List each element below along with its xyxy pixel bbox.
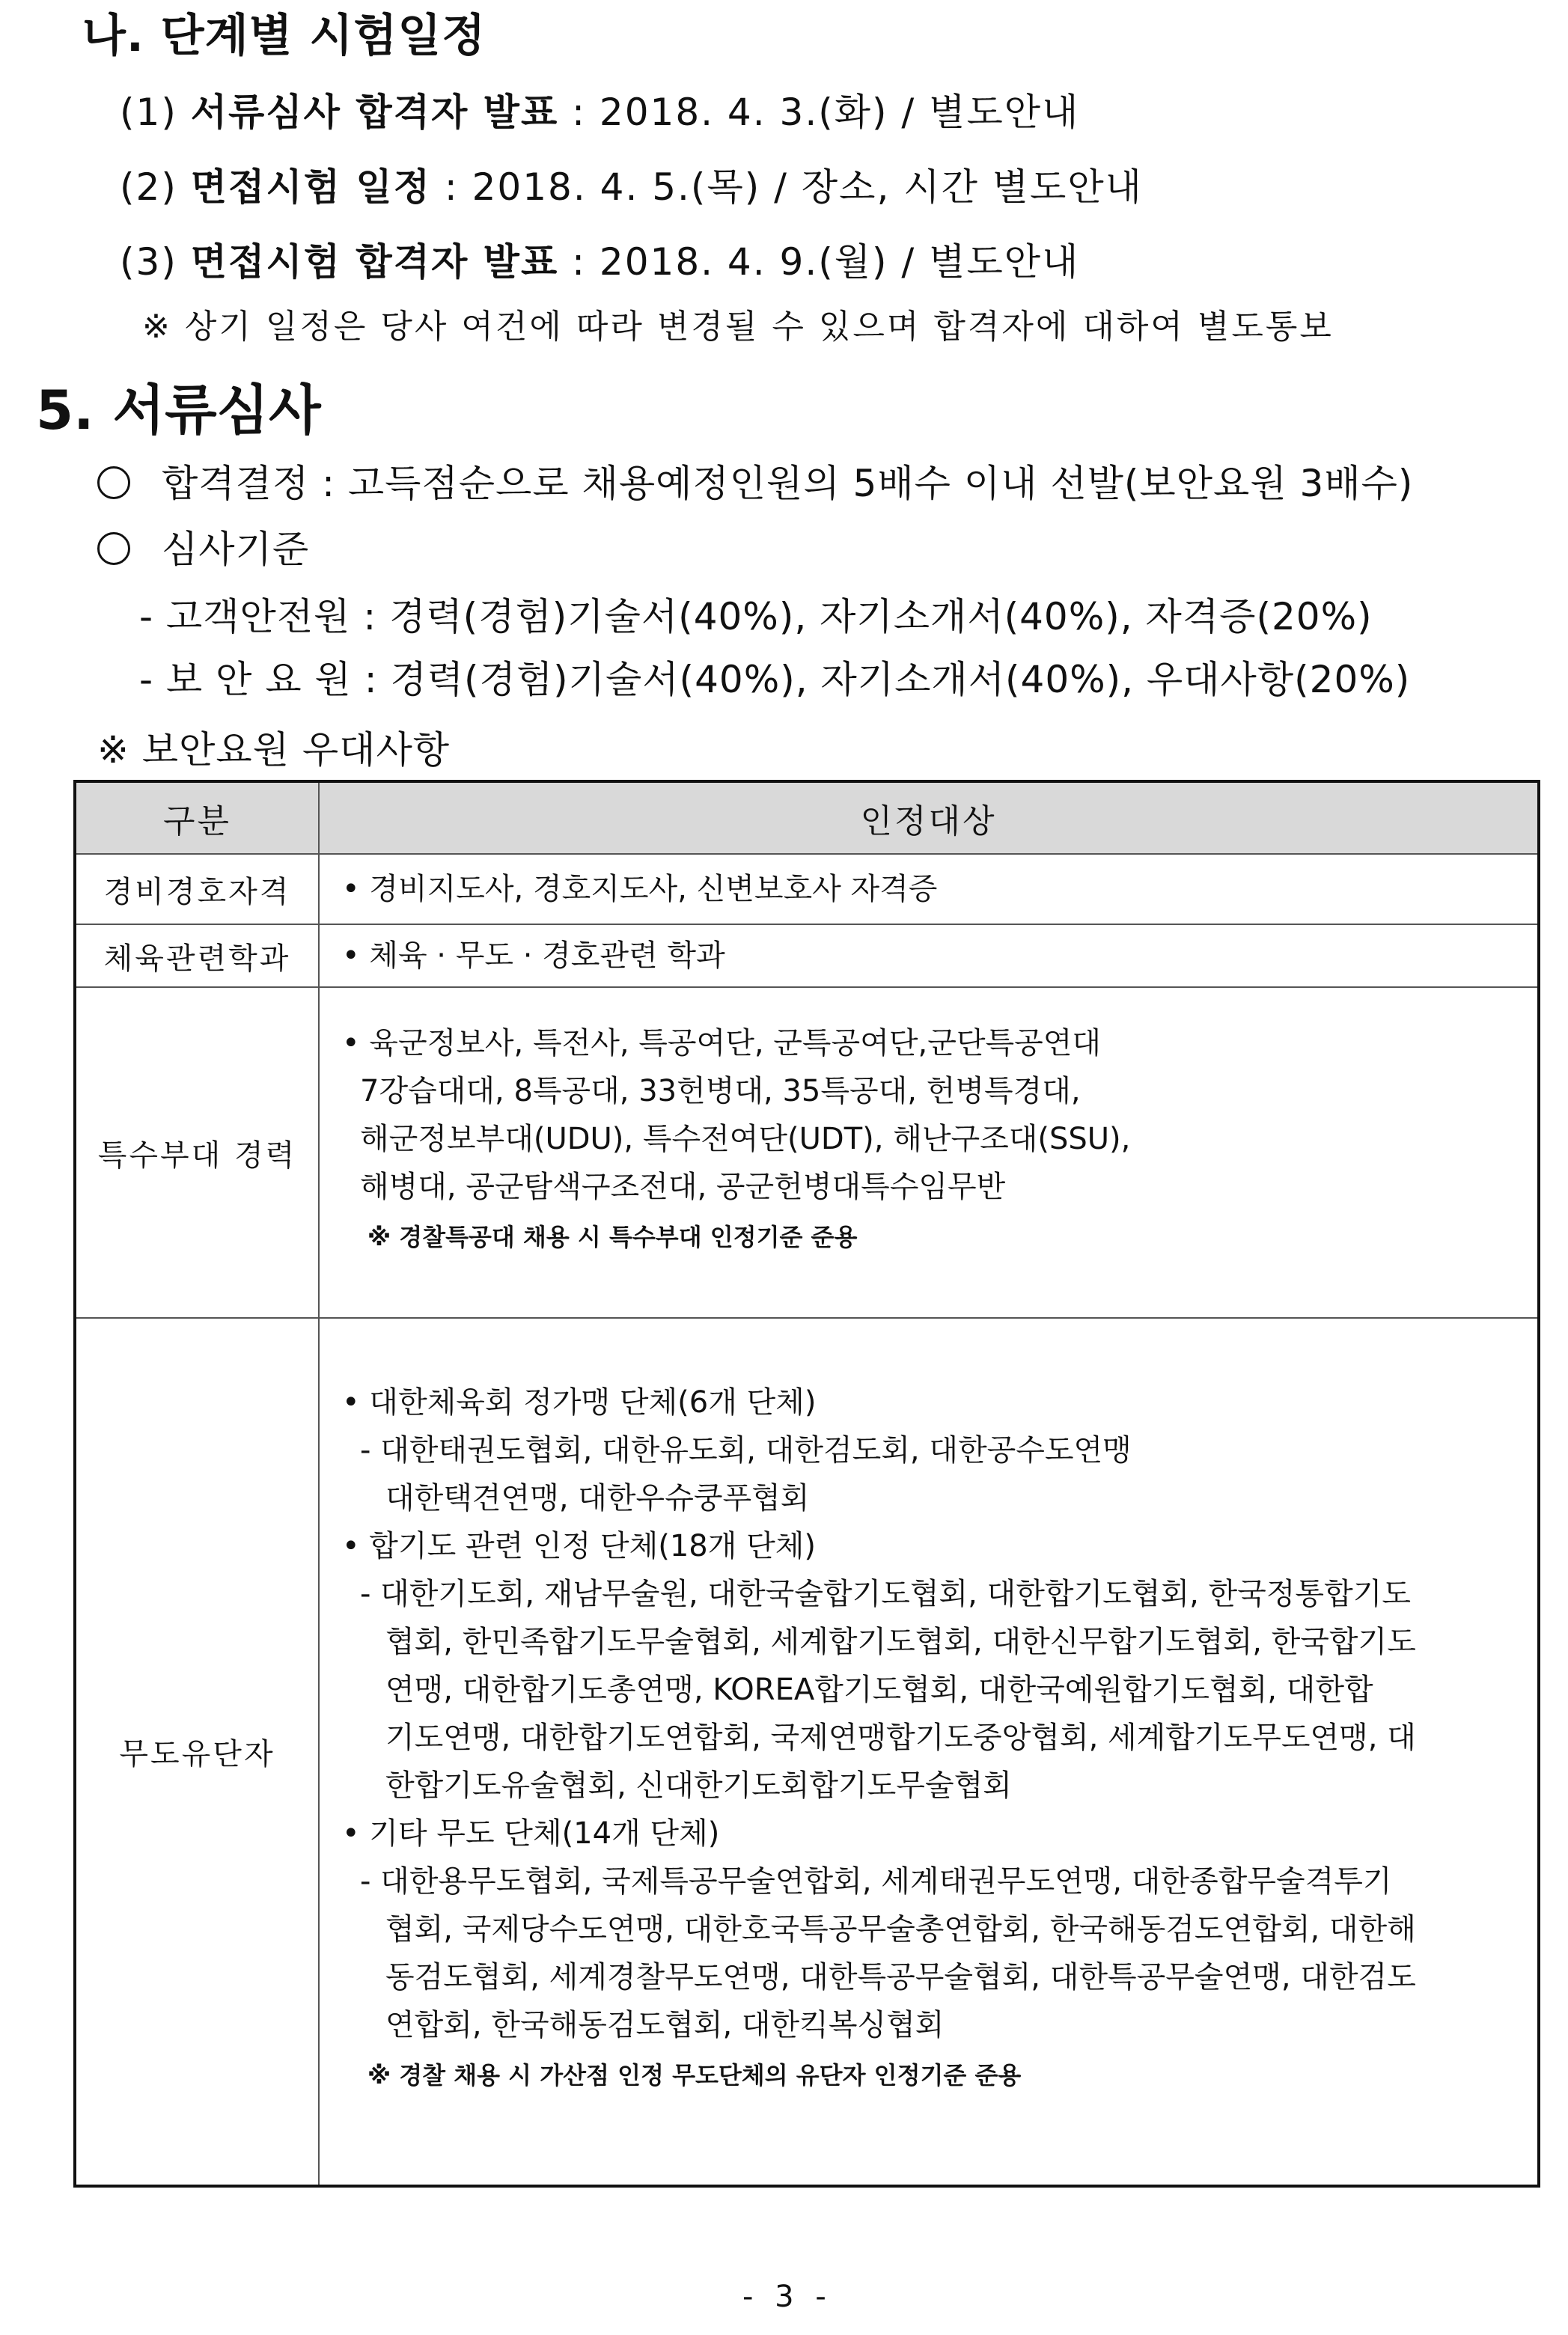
content-line: - 대한태권도협회, 대한유도회, 대한검도회, 대한공수도연맹 — [360, 1433, 1132, 1468]
row-category: 경비경호자격 — [75, 854, 319, 924]
item-text: 2018. 4. 9.(월) / 별도안내 — [599, 240, 1080, 284]
content-line: 대한택견연맹, 대한우슈쿵푸협회 — [385, 1481, 810, 1516]
preference-title: ※ 보안요원 우대사항 — [97, 728, 451, 772]
content-line: • 경비지도사, 경호지도사, 신변보호사 자격증 — [342, 872, 938, 906]
item-label: 면접시험 합격자 발표 — [190, 240, 559, 284]
item-separator: : — [430, 165, 472, 209]
content-line: 협회, 한민족합기도무술협회, 세계합기도협회, 대한신무합기도협회, 한국합기도 — [385, 1625, 1416, 1659]
content-line: • 체육 · 무도 · 경호관련 학과 — [342, 938, 725, 973]
schedule-item-3 — [120, 232, 1079, 286]
schedule-note: ※ 상기 일정은 당사 여건에 따라 변경될 수 있으며 합격자에 대하여 별도통보 — [142, 308, 1334, 346]
decision-text: 합격결정 : 고득점순으로 채용예정인원의 5배수 이내 선발(보안요원 3배수) — [162, 462, 1414, 505]
content-line: - 대한용무도협회, 국제특공무술연합회, 세계태권무도연맹, 대한종합무술격투기 — [360, 1864, 1392, 1899]
table-header-row — [75, 781, 1539, 854]
content-line: 연맹, 대한합기도총연맹, KOREA합기도협회, 대한국예원합기도협회, 대한합 — [385, 1673, 1373, 1707]
table-row — [75, 924, 1539, 987]
header-target: 인정대상 — [319, 781, 1539, 854]
header-category: 구분 — [75, 781, 319, 854]
criteria-title-line — [97, 519, 309, 573]
decision-line — [97, 454, 1413, 507]
page-number: - 3 - — [742, 2280, 832, 2314]
content-line: 협회, 국제당수도연맹, 대한호국특공무술총연합회, 한국해동검도연합회, 대한해 — [385, 1912, 1416, 1947]
circle-bullet-icon — [97, 532, 130, 565]
content-line: 기도연맹, 대한합기도연합회, 국제연맹합기도중앙협회, 세계합기도무도연맹, 대 — [385, 1721, 1416, 1755]
item-text: 2018. 4. 3.(화) / 별도안내 — [599, 91, 1080, 134]
row-note: ※ 경찰 채용 시 가산점 인정 무도단체의 유단자 인정기준 준용 — [367, 2061, 1022, 2090]
row-note: ※ 경찰특공대 채용 시 특수부대 인정기준 준용 — [367, 1223, 858, 1251]
item-separator: : — [558, 91, 600, 134]
preference-table — [73, 780, 1540, 2188]
row-content — [319, 854, 1539, 924]
item-number: (2) — [120, 165, 177, 209]
criteria-title: 심사기준 — [162, 528, 310, 571]
item-separator: : — [558, 240, 600, 284]
item-text: 2018. 4. 5.(목) / 장소, 시간 별도안내 — [472, 165, 1143, 209]
table-row — [75, 854, 1539, 924]
content-line: 동검도협회, 세계경찰무도연맹, 대한특공무술협회, 대한특공무술연맹, 대한검도 — [385, 1960, 1416, 1994]
row-content — [319, 924, 1539, 987]
content-line: 연합회, 한국해동검도협회, 대한킥복싱협회 — [385, 2008, 945, 2042]
group-title: • 기타 무도 단체(14개 단체) — [342, 1816, 720, 1851]
row-category: 무도유단자 — [75, 1318, 319, 2186]
row-category: 특수부대 경력 — [75, 987, 319, 1318]
item-number: (3) — [120, 240, 177, 284]
circle-bullet-icon — [97, 466, 130, 499]
schedule-heading: 나. 단계별 시험일정 — [82, 10, 486, 62]
row-content — [319, 1318, 1539, 2186]
criteria-line-2: - 보 안 요 원 : 경력(경험)기술서(40%), 자기소개서(40%), 우대사항(20%) — [139, 658, 1411, 701]
criteria-line-1: - 고객안전원 : 경력(경험)기술서(40%), 자기소개서(40%), 자격증(20%) — [139, 595, 1373, 638]
content-line: 한합기도유술협회, 신대한기도회합기도무술협회 — [385, 1768, 1012, 1803]
group-title: • 대한체육회 정가맹 단체(6개 단체) — [342, 1385, 817, 1420]
content-line: • 육군정보사, 특전사, 특공여단, 군특공여단,군단특공연대 — [342, 1026, 1102, 1060]
content-line: 7강습대대, 8특공대, 33헌병대, 35특공대, 헌병특경대, — [360, 1074, 1081, 1108]
row-content — [319, 987, 1539, 1318]
content-line: 해병대, 공군탐색구조전대, 공군헌병대특수임무반 — [360, 1170, 1006, 1204]
schedule-item-2 — [120, 157, 1143, 211]
item-label: 면접시험 일정 — [190, 165, 431, 209]
group-title: • 합기도 관련 인정 단체(18개 단체) — [342, 1529, 816, 1563]
content-line: 해군정보부대(UDU), 특수전여단(UDT), 해난구조대(SSU), — [360, 1122, 1131, 1156]
table-row — [75, 1318, 1539, 2186]
table-row — [75, 987, 1539, 1318]
item-number: (1) — [120, 91, 177, 134]
content-line: - 대한기도회, 재남무술원, 대한국술합기도협회, 대한합기도협회, 한국정통합기도 — [360, 1577, 1411, 1611]
item-label: 서류심사 합격자 발표 — [190, 91, 559, 134]
schedule-item-1 — [120, 82, 1079, 136]
row-category: 체육관련학과 — [75, 924, 319, 987]
section-heading: 5. 서류심사 — [36, 379, 321, 442]
